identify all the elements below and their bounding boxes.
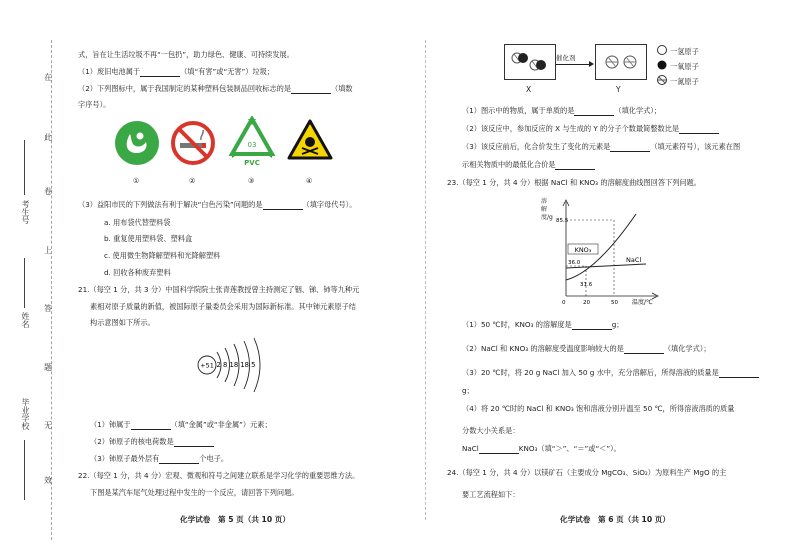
label-x: X bbox=[526, 85, 532, 94]
no-smoking-icon bbox=[170, 120, 216, 166]
q24-line: 要工艺流程如下： bbox=[462, 490, 520, 499]
question-line: （2）铈原子的核电荷数是 bbox=[90, 437, 214, 447]
legend-hydrogen: 一氢原子 bbox=[670, 47, 699, 56]
question-line: 示相关物质中的最低化合价是 bbox=[462, 160, 595, 170]
seal-char: 无 bbox=[44, 421, 52, 430]
answer-blank[interactable] bbox=[555, 162, 595, 170]
arrow-head-icon bbox=[589, 61, 594, 67]
recycle-label: PVC bbox=[244, 159, 260, 166]
atom-shell-electrons: 2 8 18 18 5 bbox=[216, 361, 256, 369]
tick-50: 50 bbox=[611, 300, 618, 306]
seal-char: 在 bbox=[44, 73, 52, 82]
question-line: （1）废旧电池属于 （填“有害”或“无害”）垃圾； bbox=[78, 67, 275, 76]
page-footer-left: 化学试卷 第 5 页（共 10 页） bbox=[180, 515, 290, 524]
answer-blank[interactable] bbox=[479, 446, 519, 454]
recycle-number: 03 bbox=[247, 141, 257, 149]
text-line: g； bbox=[462, 386, 474, 395]
answer-blank[interactable] bbox=[624, 346, 664, 354]
tick-36: 36.0 bbox=[568, 260, 581, 266]
q24-line: 24.（每空 1 分，共 4 分）以镁矿石（主要成分 MgCO₃、SiO₂）为原料生产 MgO 的主 bbox=[447, 468, 727, 477]
label-name: 姓名 bbox=[21, 312, 30, 328]
tick-0: 0 bbox=[562, 300, 566, 306]
seal-char: 效 bbox=[44, 476, 52, 485]
answer-blank[interactable] bbox=[140, 69, 180, 77]
question-line: （3）铈原子最外层有 个电子。 bbox=[90, 454, 229, 463]
answer-blank[interactable] bbox=[263, 202, 303, 210]
answer-blank[interactable] bbox=[174, 439, 214, 447]
question-line: （2）该反应中，参加反应的 X 与生成的 Y 的分子个数最简整数比是 bbox=[462, 124, 719, 134]
question-line: （1）铈属于 （填“金属”或“非金属”）元素； bbox=[90, 420, 272, 429]
seal-char: 上 bbox=[44, 246, 52, 255]
arrow-label: 催化剂 bbox=[556, 54, 576, 62]
legend-atoms bbox=[656, 44, 668, 86]
question-line: （1）图示中的物质，属于单质的是 （填化学式）； bbox=[462, 106, 662, 115]
icon-label: ② bbox=[189, 177, 196, 185]
option-c: c. 使用微生物降解塑料和光降解塑料 bbox=[104, 251, 221, 260]
seal-char: 卷 bbox=[44, 187, 52, 196]
label-y: Y bbox=[616, 85, 621, 94]
q23-line: 23.（每空 1 分，共 4 分）根据 NaCl 和 KNO₃ 的溶解度曲线图回答下列问题。 bbox=[447, 178, 701, 187]
name-line bbox=[24, 258, 25, 308]
x-axis-label: 温度/℃ bbox=[632, 299, 653, 306]
answer-blank[interactable] bbox=[610, 144, 650, 152]
binding-dashed-line bbox=[51, 40, 52, 540]
q21-line: 构示意图如下所示。 bbox=[90, 318, 155, 327]
tick-85-5: 85.5 bbox=[556, 218, 569, 224]
nacl-label: NaCl bbox=[626, 256, 642, 264]
exam-number-line bbox=[24, 140, 25, 195]
q21-line: 素相对原子质量的新值，被国际原子量委员会采用为国际新标准。其中铈元素原子结 bbox=[90, 302, 356, 311]
question-line: NaCl KNO₃（填“＞”、“＝”或“＜”）。 bbox=[462, 444, 621, 453]
seal-char: 答 bbox=[44, 304, 52, 313]
answer-blank[interactable] bbox=[574, 108, 614, 116]
y-axis-label: 溶解度/g bbox=[541, 198, 553, 221]
answer-blank[interactable] bbox=[719, 370, 759, 378]
page-divider bbox=[425, 40, 426, 520]
molecule-box-y bbox=[595, 44, 647, 80]
question-line: （3）该反应前后，化合价发生了变化的元素是 （填元素符号），该元素在图 bbox=[462, 142, 741, 151]
answer-blank[interactable] bbox=[679, 126, 719, 134]
text-line: 分数大小关系是： bbox=[462, 426, 520, 435]
icon-label: ① bbox=[133, 177, 140, 185]
question-line: （3）20 ℃时，将 20 g NaCl 加入 50 g 水中，充分溶解后，所得溶液的质量是 bbox=[462, 368, 759, 378]
question-line: （1）50 ℃时，KNO₃ 的溶解度是 g； bbox=[462, 320, 624, 329]
answer-blank[interactable] bbox=[291, 86, 331, 94]
icon-label: ④ bbox=[306, 177, 313, 185]
seal-char: 此 bbox=[44, 133, 52, 142]
answer-blank[interactable] bbox=[572, 322, 612, 330]
option-d: d. 回收各种废弃塑料 bbox=[104, 268, 171, 277]
tick-20: 20 bbox=[583, 300, 590, 306]
water-drop-icon bbox=[114, 120, 160, 166]
legend-nitrogen: 一氮原子 bbox=[670, 77, 699, 86]
option-a: a. 用布袋代替塑料袋 bbox=[104, 218, 171, 227]
legend-oxygen: 一氧原子 bbox=[670, 62, 699, 71]
answer-blank[interactable] bbox=[131, 422, 171, 430]
q21-line: 21.（每空 1 分，共 3 分）中国科学院院士张青莲教授曾主持测定了铟、锑、铈等九种元 bbox=[78, 285, 360, 294]
recycle-pvc-icon bbox=[228, 116, 276, 166]
solubility-chart bbox=[556, 194, 666, 312]
toxic-hazard-icon bbox=[287, 118, 333, 162]
text-line: 字序号）。 bbox=[78, 100, 111, 109]
tick-31-6: 31.6 bbox=[580, 282, 593, 288]
molecule-box-x bbox=[504, 44, 556, 80]
q22-line: 22.（每空 1 分，共 4 分）宏观、微观和符号之间建立联系是学习化学的重要思维方法。 bbox=[78, 471, 360, 480]
question-line: （3）益阳市民的下列做法有利于解决“白色污染”问题的是 （填字母代号）。 bbox=[78, 200, 357, 209]
page-footer-right: 化学试卷 第 6 页（共 10 页） bbox=[560, 515, 670, 524]
school-line bbox=[24, 440, 25, 500]
atom-structure-diagram bbox=[196, 336, 272, 394]
text-line: 式，旨在让生活垃圾不再“一包扔”，助力绿色、健康、可持续发展。 bbox=[78, 50, 294, 59]
q22-line: 下图是某汽车尾气处理过程中发生的一个反应，请回答下列问题。 bbox=[90, 488, 299, 497]
question-line: （2）NaCl 和 KNO₃ 的溶解度受温度影响较大的是 （填化学式）； bbox=[462, 344, 711, 353]
answer-blank[interactable] bbox=[159, 456, 199, 464]
reaction-arrow bbox=[556, 64, 592, 65]
kno3-label: KNO₃ bbox=[574, 246, 592, 254]
atom-nucleus-label: +51 bbox=[200, 361, 214, 370]
seal-char: 题 bbox=[44, 363, 52, 372]
icon-label: ③ bbox=[248, 177, 255, 185]
label-exam-number: 考生号 bbox=[21, 200, 30, 224]
label-school: 毕业学校 bbox=[21, 398, 30, 430]
question-line: （2）下列图标中，属于我国制定的某种塑料包装制品回收标志的是 （填数 bbox=[78, 84, 353, 93]
text-line: （4）将 20 ℃时的 NaCl 和 KNO₃ 饱和溶液分别升温至 50 ℃，所得溶液溶质的质量 bbox=[462, 404, 735, 413]
option-b: b. 重复使用塑料袋、塑料盒 bbox=[104, 234, 193, 243]
